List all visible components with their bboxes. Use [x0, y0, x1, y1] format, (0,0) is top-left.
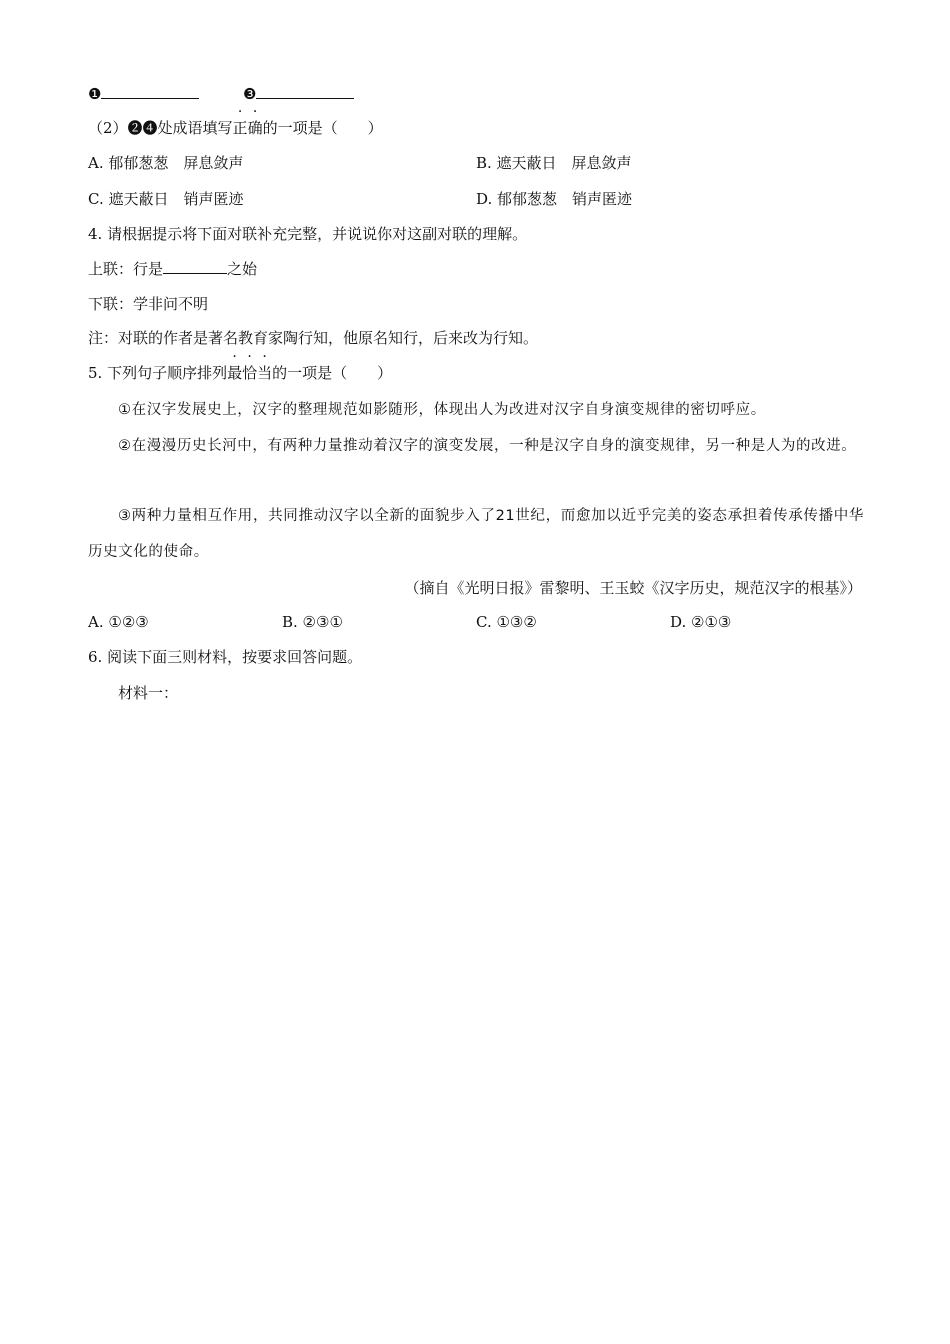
- q3-option-a[interactable]: A. 郁郁葱葱 屏息敛声: [88, 154, 244, 172]
- answer-blank-3[interactable]: [256, 84, 354, 99]
- q6-stem: 6. 阅读下面三则材料，按要求回答问题。: [88, 648, 363, 666]
- q5-stem-prefix: 5. 下列句子顺序排列: [88, 364, 228, 382]
- q5-sentence-1: ①在汉字发展史上，汉字的整理规范如影随形，体现出人为改进对汉字自身演变规律的密切呼应。: [118, 402, 766, 418]
- q4-lower-couplet: 下联：学非问不明: [88, 295, 209, 313]
- q5-option-c[interactable]: C. ①③②: [476, 613, 537, 631]
- q3-blanks-line: [88, 84, 354, 104]
- q3-option-d[interactable]: D. 郁郁葱葱 销声匿迹: [476, 190, 633, 208]
- blank-3-label: ❸: [243, 85, 257, 103]
- q5-option-b[interactable]: B. ②③①: [282, 613, 343, 631]
- q6-material-1-label: 材料一：: [118, 684, 179, 702]
- q4-upper-couplet: [88, 259, 257, 279]
- q5-sentence-3: ③两种力量相互作用，共同推动汉字以全新的面貌步入了21世纪，而愈加以近乎完美的姿态承担着传承传播中华历史文化的使命。: [88, 508, 864, 560]
- q5-option-a[interactable]: A. ①②③: [88, 613, 149, 631]
- q4-answer-blank[interactable]: [163, 259, 227, 274]
- q4-upper-suffix: 之始: [227, 260, 258, 278]
- q5-option-d[interactable]: D. ②①③: [670, 613, 732, 631]
- q3-option-b[interactable]: B. 遮天蔽日 屏息敛声: [476, 154, 632, 172]
- q3-sub2-prefix: （2）❷❹处成语填写: [88, 119, 233, 137]
- q5-sentence-2: ②在漫漫历史长河中，有两种力量推动着汉字的演变发展，一种是汉字自身的演变规律，另一种是人为的改进。: [118, 438, 857, 454]
- emphasis-char: 当: [257, 364, 273, 382]
- emphasis-char: 恰: [242, 364, 258, 382]
- emphasis-char: 确: [247, 119, 263, 137]
- emphasis-char: 最: [227, 364, 243, 382]
- q4-note: 注：对联的作者是著名教育家陶行知，他原名知行，后来改为行知。: [88, 329, 539, 347]
- blank-1-label: ❶: [88, 85, 102, 103]
- q3-sub2-stem: [88, 118, 383, 138]
- q4-stem: 4. 请根据提示将下面对联补充完整，并说说你对这副对联的理解。: [88, 225, 528, 243]
- q5-stem: [88, 363, 392, 383]
- q5-stem-suffix: 的一项是（ ）: [272, 364, 393, 382]
- q5-source: （摘自《光明日报》雷黎明、王玉蛟《汉字历史，规范汉字的根基》）: [404, 579, 862, 597]
- q4-upper-prefix: 上联：行是: [88, 260, 164, 278]
- answer-blank-1[interactable]: [101, 84, 199, 99]
- emphasis-char: 正: [232, 119, 248, 137]
- q3-sub2-suffix: 的一项是（ ）: [262, 119, 383, 137]
- q3-option-c[interactable]: C. 遮天蔽日 销声匿迹: [88, 190, 244, 208]
